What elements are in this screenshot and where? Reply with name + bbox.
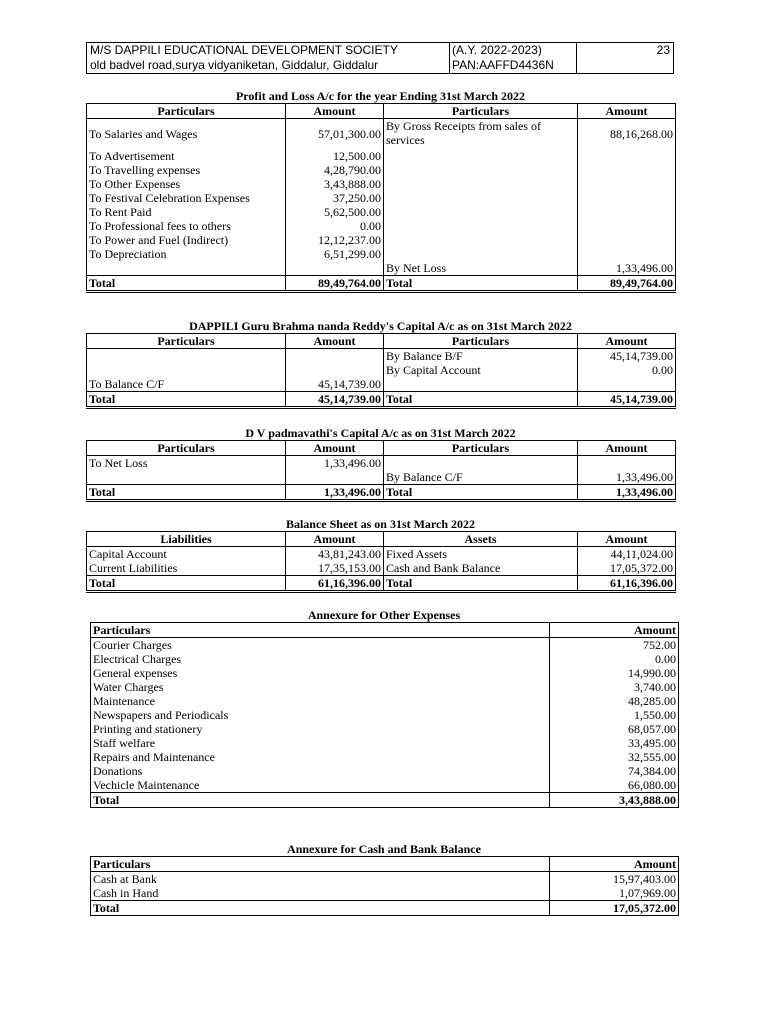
col-amount: Amount — [286, 334, 384, 349]
total-row — [87, 576, 676, 592]
cell-amount: 44,11,024.00 — [578, 547, 676, 562]
cell-amount — [286, 349, 384, 364]
table-header-row — [91, 857, 679, 872]
total-row — [91, 793, 679, 808]
cell-particulars: Printing and stationery — [91, 722, 550, 736]
col-amount: Amount — [578, 104, 676, 119]
cell-amount: 0.00 — [286, 219, 384, 233]
balance-sheet-title: Balance Sheet as on 31st March 2022 — [285, 517, 476, 531]
cell-asset: Cash and Bank Balance — [384, 561, 578, 576]
annexure-other-expenses-table — [90, 622, 679, 808]
cell-amount: 3,740.00 — [634, 680, 676, 694]
total-amount-left: 61,16,396.00 — [286, 576, 384, 592]
cell-amount: 1,07,969.00 — [619, 886, 676, 900]
cell-particulars: Vechicle Maintenance — [91, 778, 550, 793]
header-org-cell — [87, 43, 450, 73]
cell-particulars — [384, 247, 578, 261]
profit-loss-section — [86, 89, 675, 293]
cell-amount: 17,35,153.00 — [286, 561, 384, 576]
total-amount-left: 45,14,739.00 — [286, 392, 384, 408]
col-particulars: Particulars — [87, 104, 286, 119]
cell-particulars: By Gross Receipts from sales of services — [384, 119, 578, 150]
cell-amount: 752.00 — [643, 638, 676, 652]
cell-particulars — [87, 349, 286, 364]
total-label: Total — [384, 485, 578, 501]
total-label: Total — [384, 392, 578, 408]
table-header-row — [87, 441, 676, 456]
cell-amount — [578, 177, 676, 191]
cell-particulars — [384, 456, 578, 471]
cell-particulars: To Festival Celebration Expenses — [87, 191, 286, 205]
table-row — [87, 149, 676, 163]
capital-account-1-section — [86, 319, 675, 409]
cell-particulars: Courier Charges — [91, 638, 550, 653]
table-row — [91, 708, 679, 722]
cell-amount: 6,51,299.00 — [286, 247, 384, 261]
col-amount: Amount — [550, 623, 679, 638]
total-label: Total — [87, 392, 286, 408]
total-amount-right: 45,14,739.00 — [578, 392, 676, 408]
cell-particulars: To Depreciation — [87, 247, 286, 261]
cell-amount: 57,01,300.00 — [286, 119, 384, 150]
page-number: 23 — [656, 43, 670, 57]
col-amount: Amount — [578, 334, 676, 349]
cell-amount: 1,33,496.00 — [578, 470, 676, 485]
col-amount: Amount — [286, 532, 384, 547]
cell-particulars: Repairs and Maintenance — [91, 750, 550, 764]
total-amount-right: 89,49,764.00 — [578, 276, 676, 292]
cell-amount: 68,057.00 — [628, 722, 676, 736]
cell-amount: 17,05,372.00 — [578, 561, 676, 576]
col-amount: Amount — [578, 441, 676, 456]
annexure-cash-bank-table — [90, 856, 679, 916]
table-row — [87, 547, 676, 562]
table-row — [91, 722, 679, 736]
annexure-other-expenses-title: Annexure for Other Expenses — [307, 608, 461, 622]
total-amount-right: 1,33,496.00 — [578, 485, 676, 501]
cell-amount: 0.00 — [578, 363, 676, 377]
table-row — [87, 163, 676, 177]
cell-particulars: Water Charges — [91, 680, 550, 694]
cell-amount — [286, 470, 384, 485]
cell-particulars — [384, 149, 578, 163]
profit-loss-title: Profit and Loss A/c for the year Ending 31st March 2022 — [235, 89, 526, 103]
total-row — [87, 485, 676, 501]
cell-particulars — [87, 363, 286, 377]
table-row — [91, 764, 679, 778]
table-header-row — [87, 104, 676, 119]
table-row — [87, 233, 676, 247]
cell-particulars: By Net Loss — [384, 261, 578, 276]
cell-particulars — [384, 177, 578, 191]
cell-particulars: Maintenance — [91, 694, 550, 708]
cell-asset: Fixed Assets — [384, 547, 578, 562]
org-name: M/S DAPPILI EDUCATIONAL DEVELOPMENT SOCIETY — [90, 43, 398, 57]
table-row — [91, 886, 679, 901]
table-row — [87, 119, 676, 150]
table-header-row — [87, 334, 676, 349]
cell-amount: 37,250.00 — [286, 191, 384, 205]
cell-particulars: To Balance C/F — [87, 377, 286, 392]
col-particulars: Particulars — [384, 334, 578, 349]
col-particulars: Particulars — [384, 441, 578, 456]
capital-account-1-title: DAPPILI Guru Brahma nanda Reddy's Capital A/c as on 31st March 2022 — [189, 319, 572, 333]
cell-amount — [578, 456, 676, 471]
cell-particulars: Cash at Bank — [91, 872, 550, 887]
total-amount-right: 61,16,396.00 — [578, 576, 676, 592]
cell-amount: 45,14,739.00 — [286, 377, 384, 392]
table-row — [91, 666, 679, 680]
capital-account-2-table — [86, 440, 676, 502]
table-row — [87, 261, 676, 276]
table-row — [87, 363, 676, 377]
cell-amount — [578, 247, 676, 261]
cell-amount: 12,12,237.00 — [286, 233, 384, 247]
total-label: Total — [87, 276, 286, 292]
annexure-cash-bank-title: Annexure for Cash and Bank Balance — [287, 842, 481, 856]
table-row — [87, 191, 676, 205]
table-row — [91, 638, 679, 653]
total-label: Total — [91, 793, 550, 808]
cell-amount — [578, 233, 676, 247]
cell-particulars: Staff welfare — [91, 736, 550, 750]
table-row — [87, 349, 676, 364]
table-header-row — [91, 623, 679, 638]
total-label: Total — [91, 901, 550, 916]
cell-liability: Capital Account — [87, 547, 286, 562]
col-amount: Amount — [286, 104, 384, 119]
total-amount: 17,05,372.00 — [550, 901, 679, 916]
table-row — [91, 872, 679, 887]
cell-particulars: To Other Expenses — [87, 177, 286, 191]
capital-account-1-table — [86, 333, 676, 409]
total-amount-left: 1,33,496.00 — [286, 485, 384, 501]
cell-amount — [578, 219, 676, 233]
table-row — [91, 736, 679, 750]
table-row — [91, 778, 679, 793]
cell-amount: 45,14,739.00 — [578, 349, 676, 364]
col-particulars: Particulars — [91, 857, 550, 872]
total-label: Total — [384, 276, 578, 292]
cell-amount — [578, 205, 676, 219]
cell-amount: 88,16,268.00 — [578, 119, 676, 150]
table-row — [87, 561, 676, 576]
cell-particulars — [384, 219, 578, 233]
total-row — [87, 392, 676, 408]
cell-particulars: To Salaries and Wages — [87, 119, 286, 150]
cell-particulars: To Advertisement — [87, 149, 286, 163]
table-row — [87, 177, 676, 191]
annexure-other-expenses-section — [90, 608, 678, 808]
cell-particulars — [384, 233, 578, 247]
table-row — [87, 377, 676, 392]
col-amount: Amount — [550, 857, 679, 872]
header-page-cell — [577, 43, 673, 73]
cell-amount: 48,285.00 — [628, 694, 676, 708]
cell-particulars — [384, 205, 578, 219]
cell-particulars — [384, 191, 578, 205]
cell-amount: 3,43,888.00 — [286, 177, 384, 191]
col-particulars: Particulars — [87, 334, 286, 349]
capital-account-2-title: D V padmavathi's Capital A/c as on 31st March 2022 — [245, 426, 516, 440]
cell-amount — [578, 377, 676, 392]
cell-amount — [286, 261, 384, 276]
cell-particulars — [384, 163, 578, 177]
table-row — [87, 247, 676, 261]
cell-particulars: To Net Loss — [87, 456, 286, 471]
table-row — [87, 470, 676, 485]
profit-loss-table — [86, 103, 676, 293]
cell-amount: 4,28,790.00 — [286, 163, 384, 177]
cell-particulars: To Travelling expenses — [87, 163, 286, 177]
cell-amount: 43,81,243.00 — [286, 547, 384, 562]
cell-particulars: To Professional fees to others — [87, 219, 286, 233]
cell-particulars: General expenses — [91, 666, 550, 680]
cell-amount — [578, 191, 676, 205]
cell-particulars — [87, 261, 286, 276]
table-row — [91, 652, 679, 666]
col-amount: Amount — [286, 441, 384, 456]
cell-amount — [286, 363, 384, 377]
cell-particulars: Newspapers and Periodicals — [91, 708, 550, 722]
total-label: Total — [87, 485, 286, 501]
pan-number: PAN:AAFFD4436N — [452, 58, 554, 72]
table-row — [87, 456, 676, 471]
total-amount: 3,43,888.00 — [550, 793, 679, 808]
col-liabilities: Liabilities — [87, 532, 286, 547]
cell-particulars: To Power and Fuel (Indirect) — [87, 233, 286, 247]
balance-sheet-table — [86, 531, 676, 593]
col-particulars: Particulars — [87, 441, 286, 456]
col-amount: Amount — [578, 532, 676, 547]
annexure-cash-bank-section — [90, 842, 678, 916]
col-particulars: Particulars — [384, 104, 578, 119]
cell-amount: 5,62,500.00 — [286, 205, 384, 219]
cell-particulars: To Rent Paid — [87, 205, 286, 219]
col-assets: Assets — [384, 532, 578, 547]
cell-amount: 12,500.00 — [286, 149, 384, 163]
table-row — [91, 694, 679, 708]
table-header-row — [87, 532, 676, 547]
total-label: Total — [384, 576, 578, 592]
cell-liability: Current Liabilities — [87, 561, 286, 576]
balance-sheet-section — [86, 517, 675, 593]
cell-amount — [578, 149, 676, 163]
cell-particulars: By Balance C/F — [384, 470, 578, 485]
total-amount-left: 89,49,764.00 — [286, 276, 384, 292]
total-row — [87, 276, 676, 292]
cell-amount: 1,33,496.00 — [286, 456, 384, 471]
assessment-year: (A.Y. 2022-2023) — [452, 43, 542, 57]
header-tax-cell — [449, 43, 577, 73]
capital-account-2-section — [86, 426, 675, 502]
table-row — [87, 219, 676, 233]
cell-amount: 0.00 — [655, 652, 676, 666]
document-header — [86, 42, 674, 74]
cell-particulars — [87, 470, 286, 485]
cell-particulars: By Capital Account — [384, 363, 578, 377]
cell-amount: 1,550.00 — [634, 708, 676, 722]
cell-amount: 33,495.00 — [628, 736, 676, 750]
cell-amount: 74,384.00 — [628, 764, 676, 778]
cell-particulars: Donations — [91, 764, 550, 778]
cell-amount: 14,990.00 — [628, 666, 676, 680]
col-particulars: Particulars — [91, 623, 550, 638]
cell-particulars: Electrical Charges — [91, 652, 550, 666]
cell-particulars: Cash in Hand — [91, 886, 550, 901]
cell-amount — [578, 163, 676, 177]
cell-particulars: By Balance B/F — [384, 349, 578, 364]
cell-amount: 15,97,403.00 — [613, 872, 676, 886]
table-row — [91, 680, 679, 694]
total-row — [91, 901, 679, 916]
table-row — [91, 750, 679, 764]
org-address: old badvel road,surya vidyaniketan, Giddalur, Giddalur — [90, 58, 379, 72]
cell-amount: 32,555.00 — [628, 750, 676, 764]
table-row — [87, 205, 676, 219]
cell-amount: 1,33,496.00 — [578, 261, 676, 276]
cell-amount: 66,080.00 — [628, 778, 676, 792]
cell-particulars — [384, 377, 578, 392]
total-label: Total — [87, 576, 286, 592]
